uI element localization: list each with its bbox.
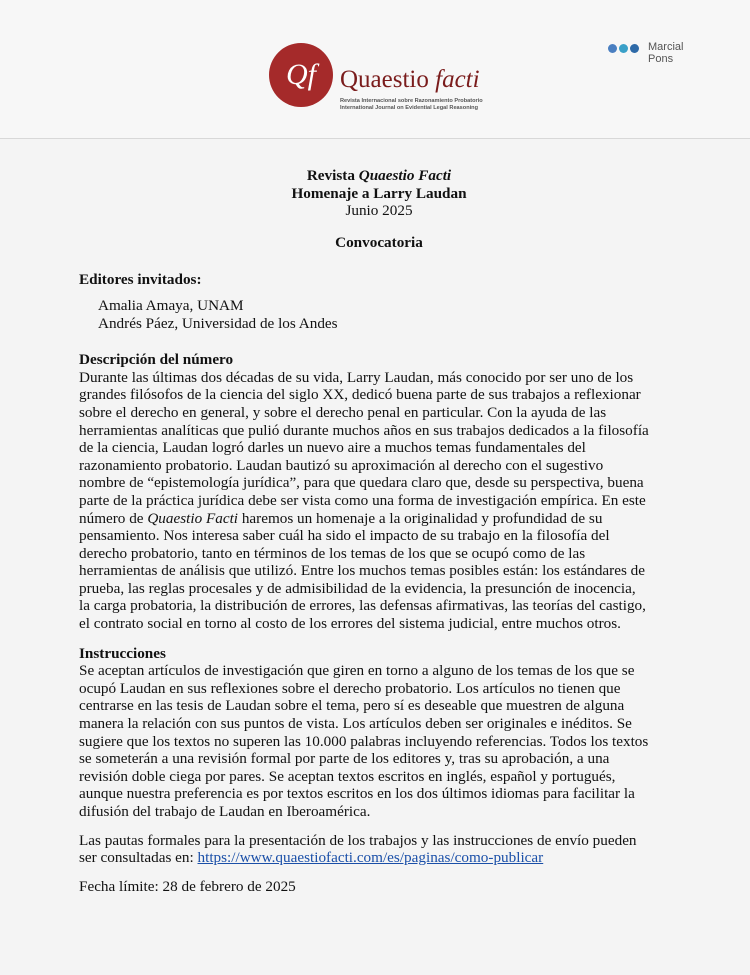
logo-name-part2: facti	[435, 66, 480, 93]
journal-logo-subtitle	[340, 98, 483, 112]
instructions-line: difusión del trabajo de Laudan en Iberoamérica.	[79, 803, 371, 820]
instructions-line: centrarse en las tesis de Laudan sobre el tema, pero sí es deseable que muestren de alguna	[79, 697, 625, 715]
page-header	[0, 0, 750, 139]
description-line: derecho probatorio, tanto en términos de los temas de los que se ocupó como de las	[79, 544, 586, 562]
journal-logo-name	[340, 66, 480, 94]
formal-guidelines	[79, 832, 679, 867]
editor-item: Andrés Páez, Universidad de los Andes	[98, 314, 338, 332]
publisher-dot-icon	[619, 44, 628, 53]
description-line: la carga probatoria, la distribución de errores, las defensas afirmativas, las teorías del castigo,	[79, 597, 646, 615]
description-line: de la ciencia, Laudan logró darles un nuevo aire a muchos temas fundamentales del	[79, 439, 586, 457]
description-line	[79, 510, 679, 528]
submission-guidelines-link[interactable]: https://www.quaestiofacti.com/es/paginas/como-publicar	[197, 849, 544, 867]
instructions-line: revisión doble ciega por pares. Se aceptan textos escritos en inglés, español y portugués,	[79, 767, 616, 785]
logo-subtitle-es: Revista Internacional sobre Razonamiento Probatorio	[340, 98, 483, 104]
issue-date: Junio 2025	[345, 202, 413, 220]
instructions-line: Se aceptan artículos de investigación que giren en torno a alguno de los temas de los que se	[79, 662, 635, 680]
description-line: pensamiento. Nos interesa saber cuál ha sido el impacto de su trabajo en la filosofía del	[79, 527, 610, 545]
deadline: Fecha límite: 28 de febrero de 2025	[79, 877, 296, 895]
description-line: herramientas analíticas que pulió durante muchos años en sus trabajos dedicados a la filosofía	[79, 421, 649, 439]
title-journal-italic: Quaestio Facti	[358, 167, 452, 184]
instructions-line: se someterán a una revisión formal por parte de los editores y, tras su aprobación, a una	[79, 750, 610, 768]
description-section	[79, 351, 679, 633]
publisher-line1: Marcial	[648, 41, 684, 53]
title-line1	[79, 167, 679, 185]
formal-line1: Las pautas formales para la presentación de los trabajos y las instrucciones de envío pueden	[79, 831, 637, 849]
logo-subtitle-en: International Journal on Evidential Legal Reasoning	[340, 105, 479, 111]
description-line: nombre de “epistemología jurídica”, para que quedara claro que, desde su perspectiva, buena	[79, 474, 644, 492]
description-line: razonamiento probatorio. Laudan bautizó su aproximación al derecho con el sugestivo	[79, 456, 604, 474]
editors-section	[79, 271, 679, 332]
logo-name-part1: Quaestio	[340, 66, 436, 93]
instructions-line: aunque nuestra preferencia es por textos escritos en los dos últimos idiomas para facilitar la	[79, 785, 635, 803]
formal-line2	[79, 849, 679, 867]
description-line: prueba, las reglas procesales y de admisibilidad de la evidencia, la presunción de inocencia,	[79, 579, 636, 597]
description-line: el contrato social en torno al costo de los errores del sistema judicial, entre muchos otros.	[79, 615, 621, 633]
publisher-line2: Pons	[648, 53, 674, 65]
instructions-section	[79, 645, 679, 896]
publisher-dot-icon	[630, 44, 639, 53]
line9-prefix: número de	[79, 509, 148, 527]
description-line: grandes filósofos de la ciencia del siglo XX, dedicó buena parte de sus trabajos a reflexionar	[79, 386, 641, 404]
instructions-line: ocupó Laudan en sus reflexiones sobre el derecho probatorio. Los artículos no tienen que	[79, 679, 621, 697]
logo-initials: Qf	[286, 58, 316, 91]
description-line: Durante las últimas dos décadas de su vida, Larry Laudan, más conocido por ser uno de los	[79, 368, 634, 386]
formal-line2-prefix: ser consultadas en:	[79, 849, 198, 867]
description-heading: Descripción del número	[79, 351, 234, 369]
publisher-dot-icon	[608, 44, 617, 53]
instructions-heading: Instrucciones	[79, 644, 166, 662]
document-body	[79, 167, 679, 895]
instructions-line: manera la relación con sus puntos de vista. Los artículos deben ser originales e inéditos. Se	[79, 715, 632, 733]
description-line: parte de la práctica jurídica debe ser vista como una forma de investigación empírica. En este	[79, 491, 646, 509]
instructions-line: sugiere que los textos no superen las 10.000 palabras incluyendo referencias. Todos los textos	[79, 732, 649, 750]
description-line: sobre el derecho en general, y sobre el derecho penal en particular. Con la ayuda de las	[79, 403, 607, 421]
editors-heading: Editores invitados:	[79, 271, 202, 289]
title-prefix: Revista	[306, 167, 359, 184]
journal-logo-icon	[268, 42, 334, 108]
call-heading: Convocatoria	[335, 233, 423, 251]
editor-item: Amalia Amaya, UNAM	[98, 296, 244, 314]
description-line: herramientas de análisis que utilizó. Entre los muchos temas posibles están: los estándares de	[79, 562, 646, 580]
line9-journal-italic: Quaestio Facti	[147, 509, 239, 527]
line9-suffix: haremos un homenaje a la originalidad y profundidad de su	[238, 509, 603, 527]
publisher-name	[648, 41, 683, 65]
title-line2: Homenaje a Larry Laudan	[291, 184, 467, 202]
